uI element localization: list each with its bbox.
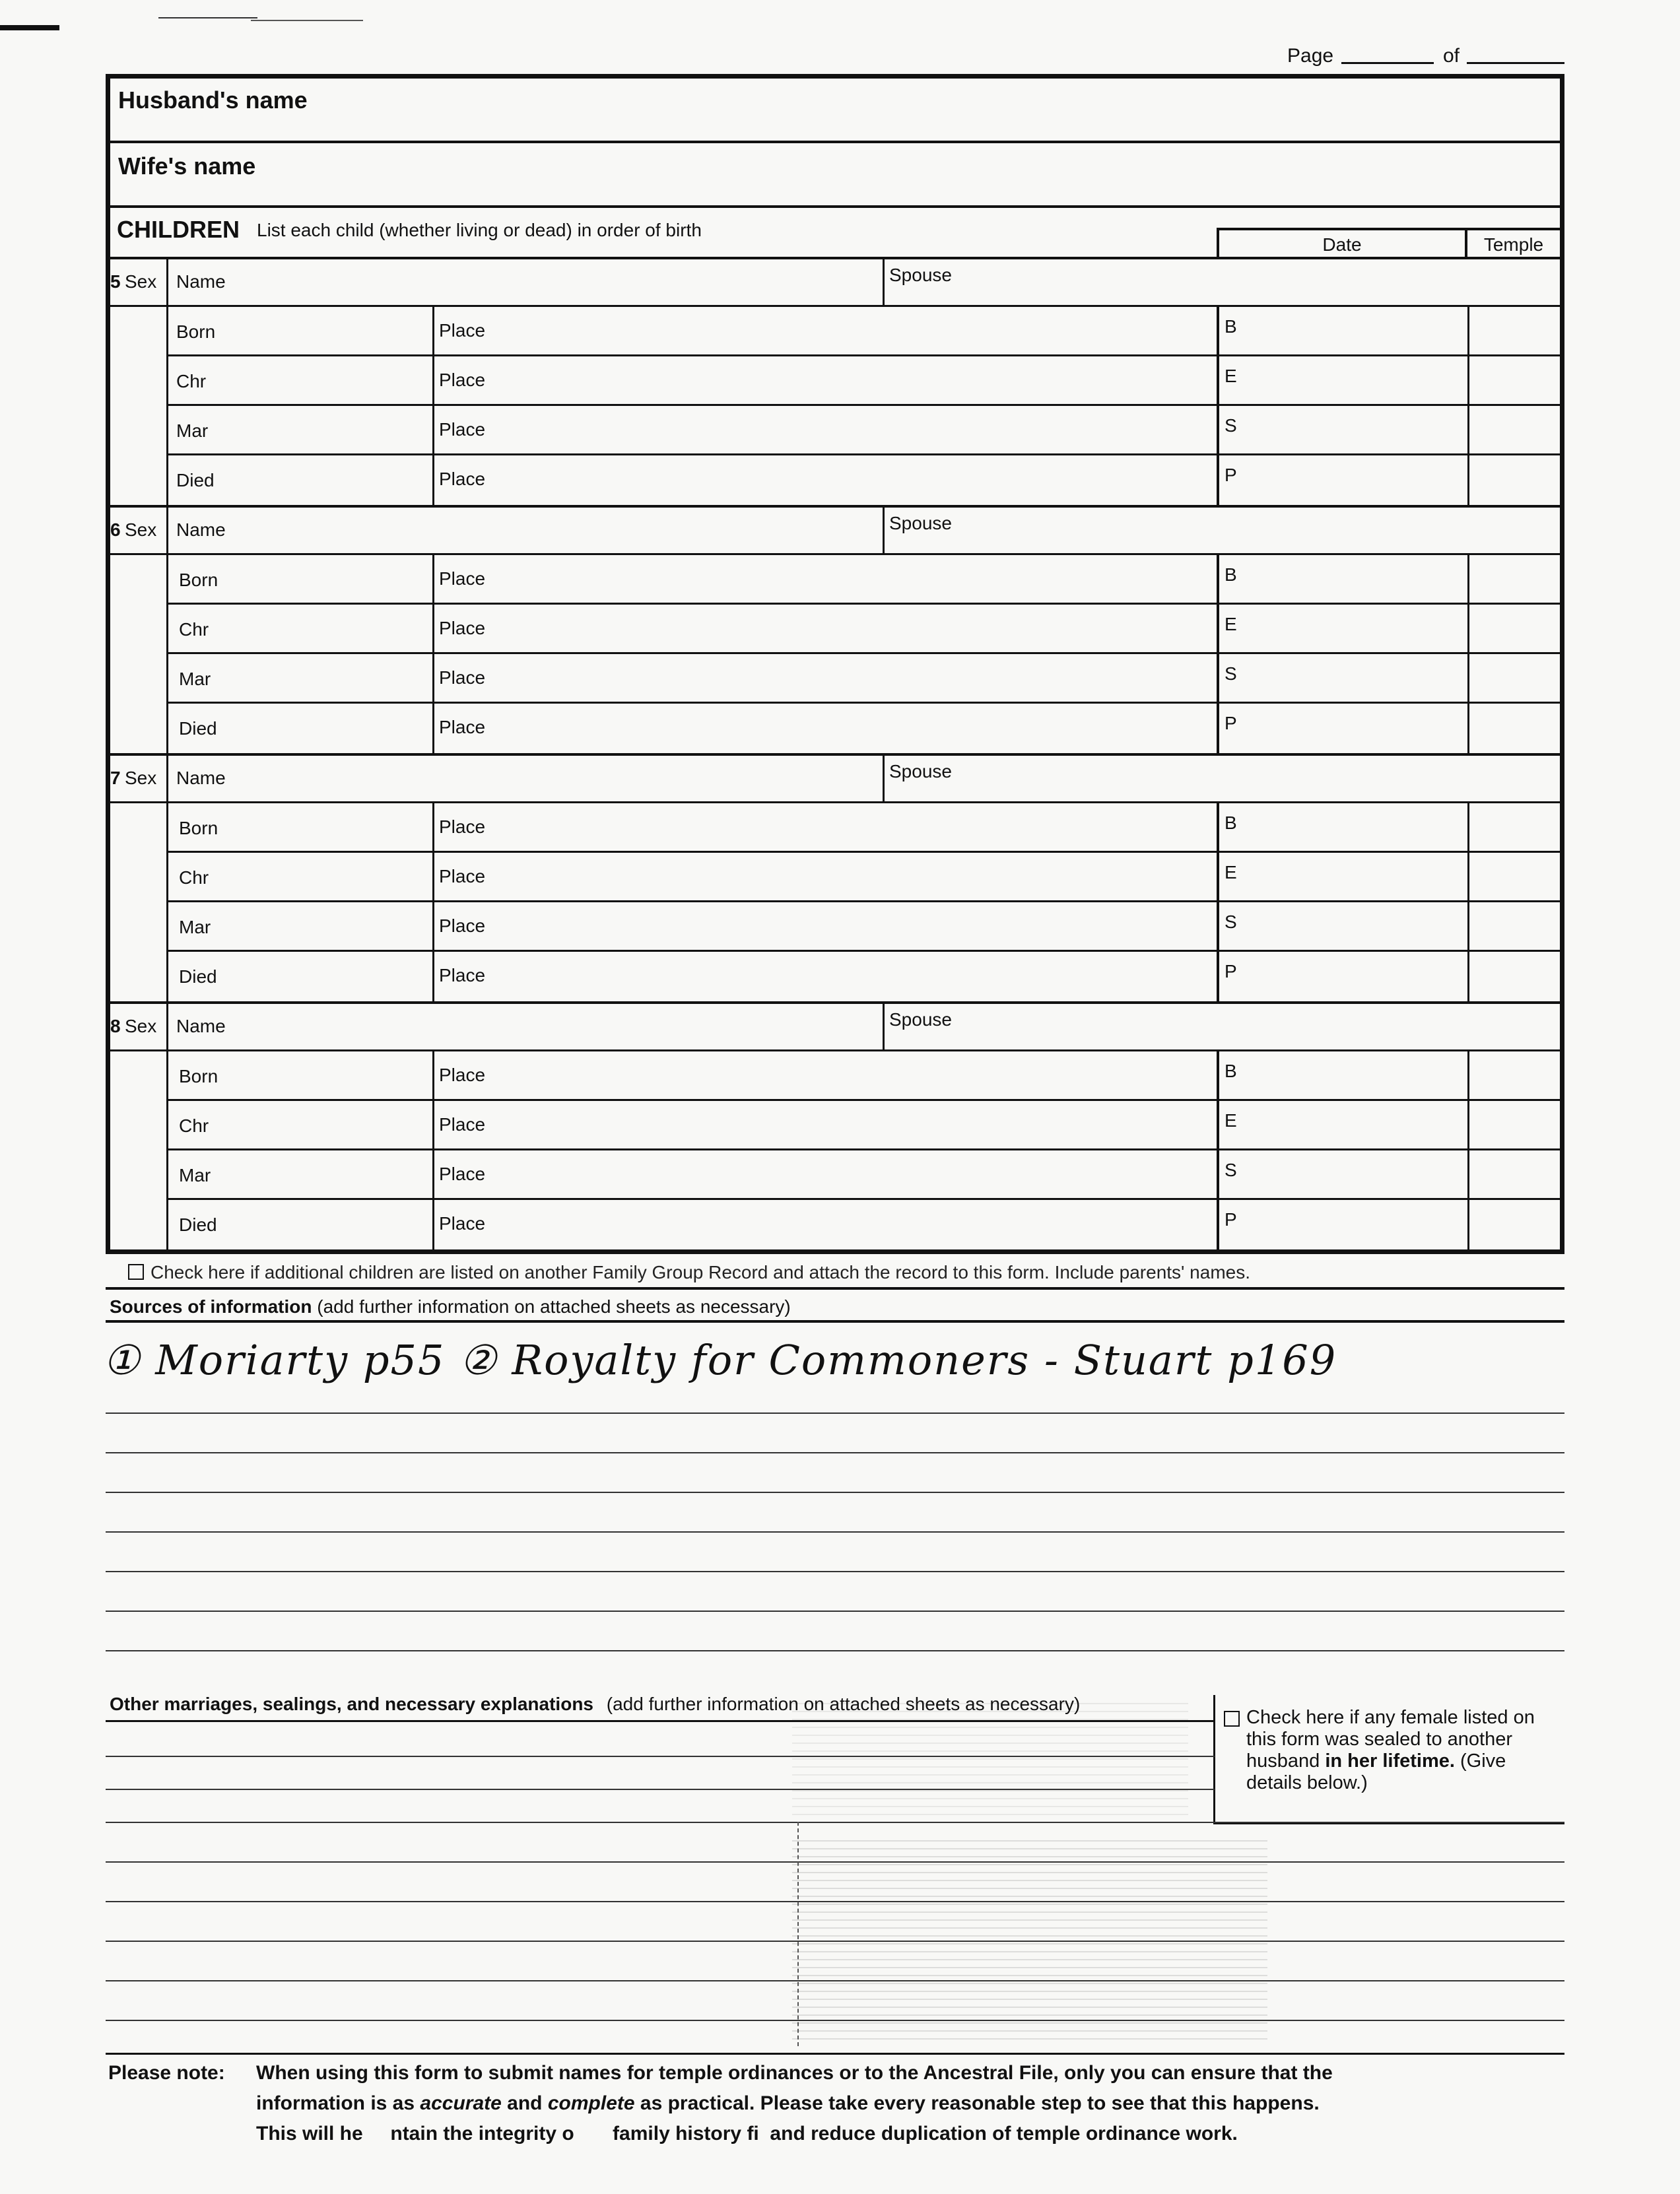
children-subtitle: List each child (whether living or dead) in order of birth — [257, 220, 702, 240]
born-row[interactable] — [168, 307, 1560, 356]
ordinance-code: S — [1225, 663, 1237, 684]
date-divider — [432, 307, 434, 354]
please-note-line-2 — [256, 2088, 1563, 2119]
name-spouse-divider — [883, 508, 885, 553]
date-divider — [432, 356, 434, 404]
temple-col-line — [1467, 605, 1469, 652]
child-number: 7 — [110, 768, 121, 788]
scan-line — [158, 17, 257, 18]
child-number-column — [110, 505, 168, 753]
temple-col-line — [1467, 1051, 1469, 1099]
date-divider — [432, 803, 434, 851]
scan-vertical-line — [797, 1822, 799, 2046]
wife-label: Wife's name — [118, 152, 256, 180]
female-sealed-check[interactable] — [1224, 1707, 1554, 1794]
ordinance-code: P — [1225, 961, 1237, 981]
sources-label: Sources of information — [110, 1296, 312, 1317]
temple-col-line — [1467, 455, 1469, 505]
ordinance-code: S — [1225, 1160, 1237, 1180]
event-label: Born — [179, 818, 218, 838]
date-divider — [432, 605, 434, 652]
sources-hint: (add further information on attached sheets as necessary) — [317, 1296, 791, 1317]
page-number-line — [1341, 62, 1434, 64]
temple-header-label: Temple — [1483, 234, 1544, 255]
sources-rule — [106, 1571, 1564, 1572]
line2-part-a: information is as — [256, 2092, 415, 2114]
date-col-line — [1217, 1101, 1219, 1148]
date-divider — [432, 704, 434, 753]
event-label: Died — [179, 1214, 217, 1235]
husband-label: Husband's name — [118, 86, 308, 114]
sex-label: Sex — [125, 519, 157, 540]
date-col-line — [1217, 803, 1219, 851]
event-label: Mar — [179, 1165, 211, 1185]
date-divider — [432, 654, 434, 702]
child-name-row[interactable] — [110, 257, 1560, 307]
event-label: Born — [179, 570, 218, 590]
name-spouse-divider — [883, 259, 885, 305]
ordinance-code: P — [1225, 713, 1237, 733]
spouse-label: Spouse — [889, 265, 952, 285]
date-divider — [432, 902, 434, 950]
sources-rule — [106, 1492, 1564, 1493]
mar-row[interactable] — [168, 406, 1560, 455]
line2-part-c: as practical. Please take every reasonable step to see that this happens. — [640, 2092, 1320, 2114]
date-col-line — [1217, 704, 1219, 753]
line2-accurate: accurate — [420, 2092, 502, 2114]
additional-children-check[interactable] — [128, 1262, 1250, 1283]
child-block-6 — [110, 505, 1560, 753]
please-note-text — [256, 2058, 1563, 2149]
ordinance-code: E — [1225, 614, 1237, 634]
died-row[interactable] — [168, 455, 1560, 505]
date-col-line — [1217, 1200, 1219, 1249]
ordinance-code: E — [1225, 1110, 1237, 1131]
date-col-line — [1217, 654, 1219, 702]
chr-row[interactable] — [168, 605, 1560, 654]
ordinance-code: B — [1225, 316, 1237, 337]
temple-col-line — [1467, 555, 1469, 603]
female-sealed-text-1: Check here if any female listed on this form was sealed to another husband — [1246, 1707, 1535, 1772]
scan-line — [251, 20, 363, 21]
child-block-7 — [110, 753, 1560, 1001]
child-number: 6 — [110, 519, 121, 540]
ordinance-code: S — [1225, 415, 1237, 436]
female-sealed-text-2: (Give details below.) — [1246, 1750, 1506, 1793]
place-label: Place — [439, 370, 486, 390]
sex-label: Sex — [125, 768, 157, 788]
mar-row[interactable] — [168, 902, 1560, 952]
divider — [106, 2053, 1564, 2055]
date-divider — [432, 853, 434, 900]
born-row[interactable] — [168, 555, 1560, 605]
event-label: Chr — [179, 867, 209, 888]
event-label: Mar — [179, 669, 211, 689]
line2-complete: complete — [547, 2092, 635, 2114]
sources-rule — [106, 1611, 1564, 1612]
child-number-column — [110, 257, 168, 505]
born-row[interactable] — [168, 803, 1560, 853]
temple-col-line — [1467, 1150, 1469, 1198]
event-label: Died — [179, 718, 217, 739]
additional-children-text: Check here if additional children are listed on another Family Group Record and attach the record to this form. Include parents' names. — [151, 1262, 1250, 1282]
date-divider — [432, 555, 434, 603]
other-label: Other marriages, sealings, and necessary explanations — [110, 1694, 593, 1714]
date-divider — [432, 1101, 434, 1148]
date-col-line — [1217, 853, 1219, 900]
place-label: Place — [439, 816, 486, 837]
child-name-row[interactable] — [110, 1001, 1560, 1051]
sex-label: Sex — [125, 271, 157, 292]
date-divider — [432, 1051, 434, 1099]
name-spouse-divider — [883, 1004, 885, 1049]
sources-rule — [106, 1650, 1564, 1651]
date-column-header — [1217, 228, 1467, 257]
bleed-through-texture — [792, 1835, 1267, 2040]
ordinance-code: P — [1225, 1209, 1237, 1230]
place-label: Place — [439, 469, 486, 489]
page-of-line — [1467, 62, 1564, 64]
date-col-line — [1217, 406, 1219, 453]
ordinance-code: S — [1225, 912, 1237, 932]
date-header-label: Date — [1322, 234, 1362, 255]
of-label: of — [1443, 45, 1460, 67]
temple-col-line — [1467, 654, 1469, 702]
children-title: CHILDREN — [117, 216, 240, 243]
chr-row[interactable] — [168, 356, 1560, 406]
ordinance-code: B — [1225, 1061, 1237, 1081]
female-sealed-text-bold: in her lifetime. — [1325, 1750, 1455, 1772]
name-label: Name — [176, 1016, 226, 1036]
event-label: Died — [179, 966, 217, 987]
temple-col-line — [1467, 406, 1469, 453]
children-header — [110, 208, 1560, 257]
ordinance-code: B — [1225, 564, 1237, 585]
date-col-line — [1217, 952, 1219, 1001]
divider — [106, 1287, 1564, 1290]
died-row[interactable] — [168, 952, 1560, 1001]
died-row[interactable] — [168, 1200, 1560, 1249]
event-label: Chr — [176, 371, 207, 391]
sources-rule — [106, 1452, 1564, 1453]
ordinance-code: P — [1225, 465, 1237, 485]
name-spouse-divider — [883, 756, 885, 801]
ordinance-code: B — [1225, 813, 1237, 833]
child-number-column — [110, 1001, 168, 1249]
place-label: Place — [439, 717, 486, 737]
mar-row[interactable] — [168, 1150, 1560, 1200]
please-note-line-1: When using this form to submit names for temple ordinances or to the Ancestral File, only you can ensure that the — [256, 2062, 1333, 2084]
place-label: Place — [439, 1114, 486, 1135]
event-label: Died — [176, 470, 215, 490]
sources-header — [110, 1296, 791, 1317]
date-col-line — [1217, 356, 1219, 404]
place-label: Place — [439, 568, 486, 589]
date-divider — [432, 455, 434, 505]
date-col-line — [1217, 455, 1219, 505]
temple-col-line — [1467, 902, 1469, 950]
please-note-line-3: This will he ntain the integrity o family history fi and reduce duplication of temple ordinance work. — [256, 2123, 1238, 2144]
temple-col-line — [1467, 853, 1469, 900]
checkbox-icon[interactable] — [128, 1264, 144, 1280]
sources-rule — [106, 1413, 1564, 1414]
husband-row[interactable] — [110, 79, 1560, 143]
place-label: Place — [439, 1213, 486, 1234]
page-label: Page — [1287, 45, 1334, 67]
date-col-line — [1217, 1150, 1219, 1198]
child-number-column — [110, 753, 168, 1001]
date-divider — [432, 952, 434, 1001]
date-divider — [432, 1200, 434, 1249]
page-of-field[interactable] — [1443, 45, 1460, 67]
ordinance-code: E — [1225, 862, 1237, 882]
event-label: Mar — [176, 420, 209, 441]
child-block-5 — [110, 257, 1560, 505]
please-note-label: Please note: — [108, 2062, 225, 2084]
chr-row[interactable] — [168, 853, 1560, 902]
temple-column-header — [1467, 228, 1560, 257]
event-label: Chr — [179, 619, 209, 640]
date-col-line — [1217, 605, 1219, 652]
temple-col-line — [1467, 952, 1469, 1001]
spouse-label: Spouse — [889, 1009, 952, 1030]
died-row[interactable] — [168, 704, 1560, 753]
female-sealed-text — [1224, 1707, 1554, 1794]
name-label: Name — [176, 519, 226, 540]
place-label: Place — [439, 866, 486, 886]
temple-col-line — [1467, 1101, 1469, 1148]
spouse-label: Spouse — [889, 513, 952, 533]
place-label: Place — [439, 915, 486, 936]
date-col-line — [1217, 555, 1219, 603]
temple-col-line — [1467, 704, 1469, 753]
mar-row[interactable] — [168, 654, 1560, 704]
place-label: Place — [439, 320, 486, 341]
place-label: Place — [439, 965, 486, 985]
date-col-line — [1217, 1051, 1219, 1099]
event-label: Born — [176, 321, 216, 342]
temple-col-line — [1467, 803, 1469, 851]
bleed-through-texture — [792, 1703, 1188, 1815]
event-label: Born — [179, 1066, 218, 1086]
checkbox-icon[interactable] — [1224, 1711, 1240, 1727]
child-number: 8 — [110, 1016, 121, 1036]
child-block-8 — [110, 1001, 1560, 1249]
other-hint: (add further information on attached sheets as necessary) — [606, 1694, 1081, 1714]
child-name-row[interactable] — [110, 753, 1560, 803]
scan-mark — [0, 25, 59, 30]
date-divider — [432, 406, 434, 453]
temple-col-line — [1467, 1200, 1469, 1249]
other-rule — [106, 1822, 1564, 1823]
born-row[interactable] — [168, 1051, 1560, 1101]
place-label: Place — [439, 1164, 486, 1184]
spouse-label: Spouse — [889, 761, 952, 781]
line2-part-b: and — [507, 2092, 543, 2114]
temple-col-line — [1467, 356, 1469, 404]
temple-col-line — [1467, 307, 1469, 354]
chr-row[interactable] — [168, 1101, 1560, 1150]
divider — [106, 1320, 1564, 1323]
sources-rule — [106, 1531, 1564, 1533]
family-group-form — [106, 74, 1564, 1254]
place-label: Place — [439, 667, 486, 688]
sex-label: Sex — [125, 1016, 157, 1036]
wife-row[interactable] — [110, 143, 1560, 208]
place-label: Place — [439, 618, 486, 638]
sources-handwritten-entry[interactable]: ① Moriarty p55 ② Royalty for Commoners - Stuart p169 — [103, 1336, 1337, 1384]
child-number: 5 — [110, 271, 121, 292]
name-label: Name — [176, 271, 226, 292]
ordinance-code: E — [1225, 366, 1237, 386]
date-col-line — [1217, 902, 1219, 950]
child-name-row[interactable] — [110, 505, 1560, 555]
place-label: Place — [439, 1065, 486, 1085]
page-number-field[interactable] — [1287, 45, 1333, 67]
date-col-line — [1217, 307, 1219, 354]
name-label: Name — [176, 768, 226, 788]
place-label: Place — [439, 419, 486, 440]
event-label: Chr — [179, 1115, 209, 1136]
event-label: Mar — [179, 917, 211, 937]
date-divider — [432, 1150, 434, 1198]
